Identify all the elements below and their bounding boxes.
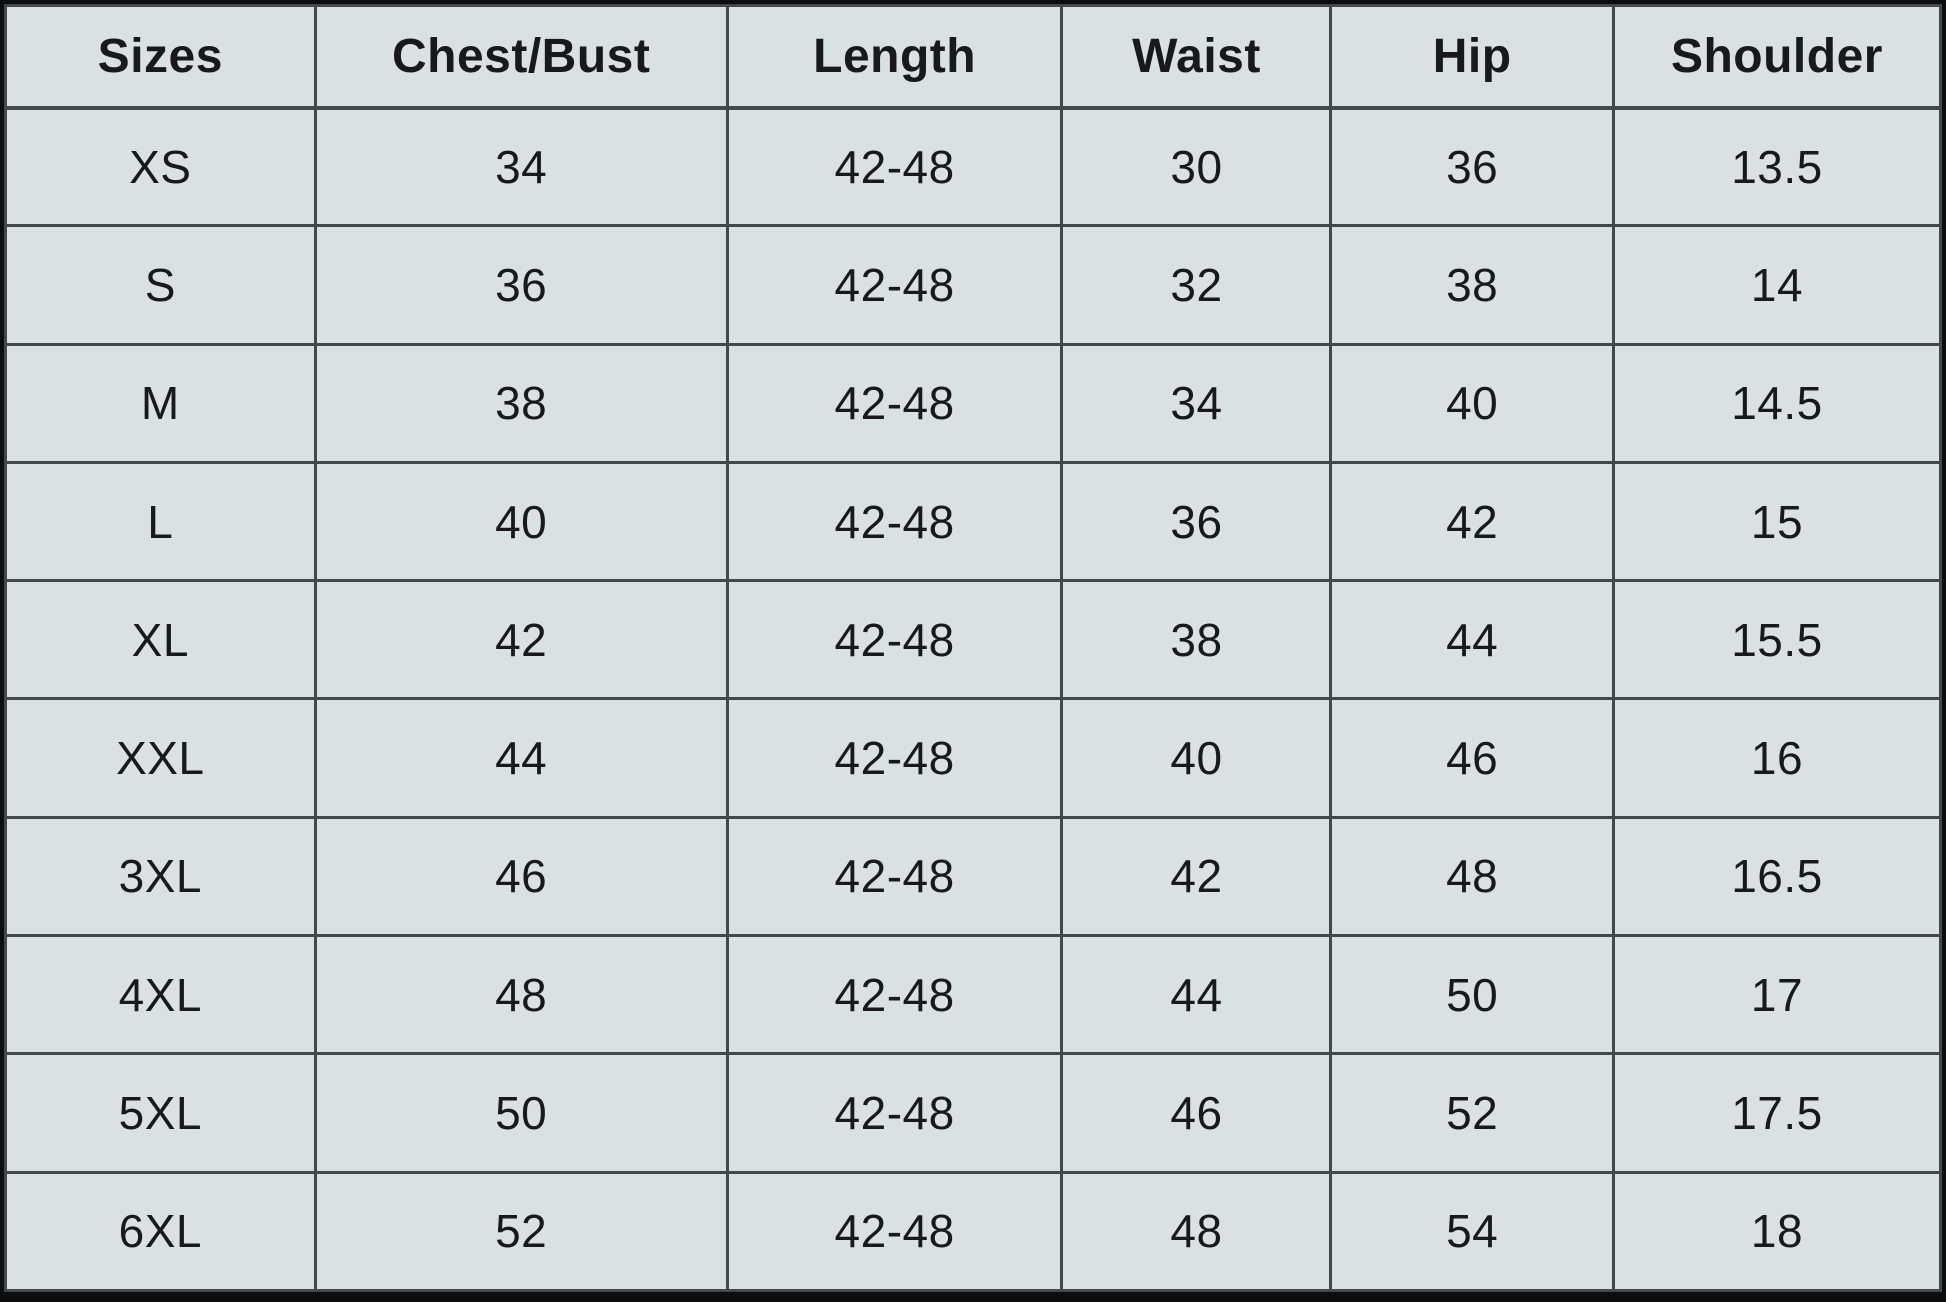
size-cell: XL <box>6 581 316 699</box>
table-row <box>6 108 1941 226</box>
measurement-cell: 15 <box>1613 462 1940 580</box>
measurement-cell: 46 <box>315 817 727 935</box>
column-header: Shoulder <box>1613 6 1940 108</box>
measurement-cell: 40 <box>1331 344 1614 462</box>
measurement-cell: 46 <box>1062 1054 1331 1172</box>
measurement-cell: 13.5 <box>1613 108 1940 226</box>
column-header: Length <box>727 6 1062 108</box>
measurement-cell: 48 <box>315 936 727 1054</box>
measurement-cell: 34 <box>1062 344 1331 462</box>
measurement-cell: 42-48 <box>727 1172 1062 1290</box>
measurement-cell: 52 <box>1331 1054 1614 1172</box>
measurement-cell: 14.5 <box>1613 344 1940 462</box>
measurement-cell: 42-48 <box>727 936 1062 1054</box>
measurement-cell: 42-48 <box>727 108 1062 226</box>
measurement-cell: 42-48 <box>727 817 1062 935</box>
column-header: Sizes <box>6 6 316 108</box>
measurement-cell: 42-48 <box>727 699 1062 817</box>
table-row <box>6 581 1941 699</box>
measurement-cell: 50 <box>1331 936 1614 1054</box>
measurement-cell: 42-48 <box>727 1054 1062 1172</box>
measurement-cell: 16 <box>1613 699 1940 817</box>
measurement-cell: 48 <box>1331 817 1614 935</box>
measurement-cell: 34 <box>315 108 727 226</box>
header-row <box>6 6 1941 108</box>
measurement-cell: 36 <box>1331 108 1614 226</box>
table-row <box>6 1054 1941 1172</box>
table-row <box>6 344 1941 462</box>
size-cell: 3XL <box>6 817 316 935</box>
measurement-cell: 42-48 <box>727 581 1062 699</box>
column-header: Hip <box>1331 6 1614 108</box>
size-chart-table <box>4 4 1942 1292</box>
table-row <box>6 936 1941 1054</box>
measurement-cell: 42-48 <box>727 462 1062 580</box>
measurement-cell: 14 <box>1613 226 1940 344</box>
column-header: Chest/Bust <box>315 6 727 108</box>
measurement-cell: 42 <box>1062 817 1331 935</box>
measurement-cell: 42-48 <box>727 344 1062 462</box>
size-cell: 4XL <box>6 936 316 1054</box>
measurement-cell: 54 <box>1331 1172 1614 1290</box>
measurement-cell: 40 <box>315 462 727 580</box>
measurement-cell: 42 <box>1331 462 1614 580</box>
table-row <box>6 817 1941 935</box>
size-cell: 6XL <box>6 1172 316 1290</box>
table-row <box>6 699 1941 817</box>
measurement-cell: 44 <box>1062 936 1331 1054</box>
measurement-cell: 38 <box>1331 226 1614 344</box>
column-header: Waist <box>1062 6 1331 108</box>
measurement-cell: 42-48 <box>727 226 1062 344</box>
measurement-cell: 52 <box>315 1172 727 1290</box>
size-cell: XXL <box>6 699 316 817</box>
measurement-cell: 16.5 <box>1613 817 1940 935</box>
table-row <box>6 1172 1941 1290</box>
measurement-cell: 17.5 <box>1613 1054 1940 1172</box>
measurement-cell: 38 <box>315 344 727 462</box>
measurement-cell: 44 <box>315 699 727 817</box>
measurement-cell: 15.5 <box>1613 581 1940 699</box>
size-cell: M <box>6 344 316 462</box>
table-row <box>6 226 1941 344</box>
size-cell: XS <box>6 108 316 226</box>
measurement-cell: 44 <box>1331 581 1614 699</box>
measurement-cell: 48 <box>1062 1172 1331 1290</box>
measurement-cell: 17 <box>1613 936 1940 1054</box>
measurement-cell: 38 <box>1062 581 1331 699</box>
measurement-cell: 42 <box>315 581 727 699</box>
table-row <box>6 462 1941 580</box>
size-cell: L <box>6 462 316 580</box>
size-cell: 5XL <box>6 1054 316 1172</box>
measurement-cell: 32 <box>1062 226 1331 344</box>
measurement-cell: 50 <box>315 1054 727 1172</box>
measurement-cell: 46 <box>1331 699 1614 817</box>
size-chart-header <box>6 6 1941 108</box>
size-cell: S <box>6 226 316 344</box>
measurement-cell: 18 <box>1613 1172 1940 1290</box>
measurement-cell: 30 <box>1062 108 1331 226</box>
measurement-cell: 36 <box>315 226 727 344</box>
measurement-cell: 40 <box>1062 699 1331 817</box>
size-chart-body <box>6 108 1941 1291</box>
measurement-cell: 36 <box>1062 462 1331 580</box>
